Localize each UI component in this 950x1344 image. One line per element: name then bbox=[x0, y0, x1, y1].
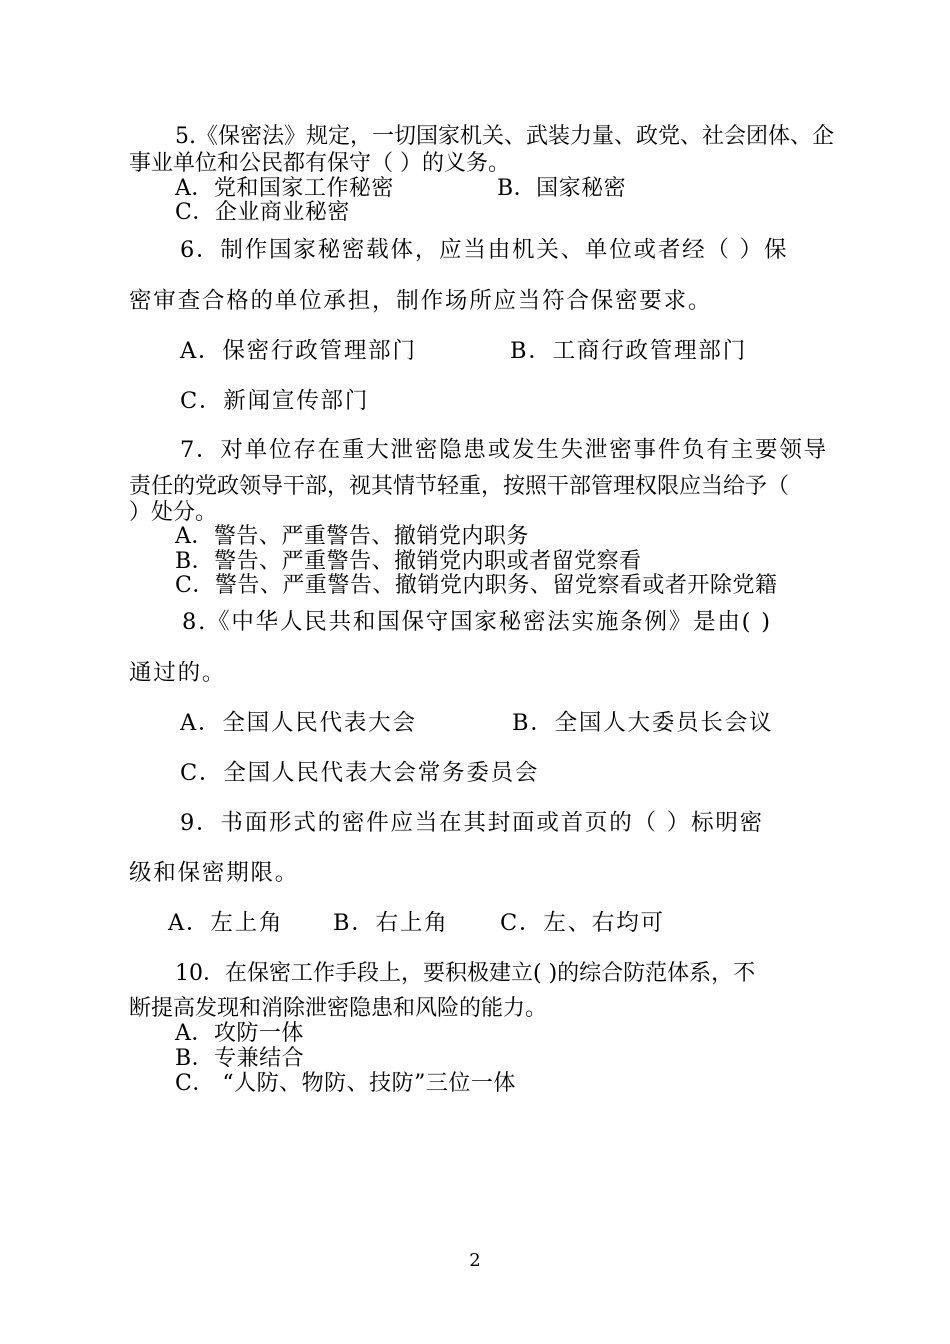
q10-line1: 10．在保密工作手段上，要积极建立( )的综合防范体系，不 bbox=[175, 961, 756, 986]
q7-line3: ）处分。 bbox=[129, 500, 218, 525]
q6-option-a: A．保密行政管理部门 bbox=[180, 338, 417, 364]
q8-line2: 通过的。 bbox=[129, 660, 227, 686]
q10-option-a: A．攻防一体 bbox=[175, 1021, 304, 1046]
q10-option-c: C． “人防、物防、技防”三位一体 bbox=[175, 1071, 516, 1096]
q7-option-c: C．警告、严重警告、撤销党内职务、留党察看或者开除党籍 bbox=[175, 573, 778, 598]
q6-line1: 6．制作国家秘密载体，应当由机关、单位或者经（ ）保 bbox=[180, 237, 789, 263]
q8-option-b: B．全国人大委员长会议 bbox=[512, 710, 774, 736]
page-number: 2 bbox=[469, 1250, 481, 1271]
q6-option-b: B．工商行政管理部门 bbox=[510, 338, 748, 364]
q7-line1: 7．对单位存在重大泄密隐患或发生失泄密事件负有主要领导 bbox=[180, 437, 828, 463]
q5-option-c: C．企业商业秘密 bbox=[175, 200, 350, 225]
q6-line2: 密审查合格的单位承担，制作场所应当符合保密要求。 bbox=[129, 288, 713, 314]
q10-line2: 断提高发现和消除泄密隐患和风险的能力。 bbox=[129, 996, 548, 1021]
q9-option-b: B．右上角 bbox=[333, 910, 449, 936]
q8-option-a: A．全国人民代表大会 bbox=[180, 710, 417, 736]
q5-line1: 5.《保密法》规定，一切国家机关、武装力量、政党、社会团体、企 bbox=[175, 124, 834, 149]
q10-option-b: B．专兼结合 bbox=[175, 1046, 305, 1071]
q8-option-c: C．全国人民代表大会常务委员会 bbox=[180, 760, 540, 786]
q8-line1: 8.《中华人民共和国保守国家秘密法实施条例》是由( ) bbox=[182, 609, 772, 635]
q6-option-c: C．新闻宣传部门 bbox=[180, 388, 370, 414]
q5-line2: 事业单位和公民都有保守（ ）的义务。 bbox=[129, 151, 510, 176]
q5-option-b: B．国家秘密 bbox=[497, 176, 627, 201]
q7-option-a: A．警告、严重警告、撤销党内职务 bbox=[175, 524, 529, 549]
q9-line2: 级和保密期限。 bbox=[129, 860, 300, 886]
q7-option-b: B．警告、严重警告、撤销党内职或者留党察看 bbox=[175, 549, 642, 574]
q5-option-a: A．党和国家工作秘密 bbox=[175, 176, 394, 201]
q9-option-a: A．左上角 bbox=[168, 910, 284, 936]
q9-line1: 9．书面形式的密件应当在其封面或首页的（ ）标明密 bbox=[180, 810, 764, 836]
q7-line2: 责任的党政领导干部，视其情节轻重，按照干部管理权限应当给予（ bbox=[129, 474, 790, 499]
q9-option-c: C．左、右均可 bbox=[500, 910, 665, 936]
